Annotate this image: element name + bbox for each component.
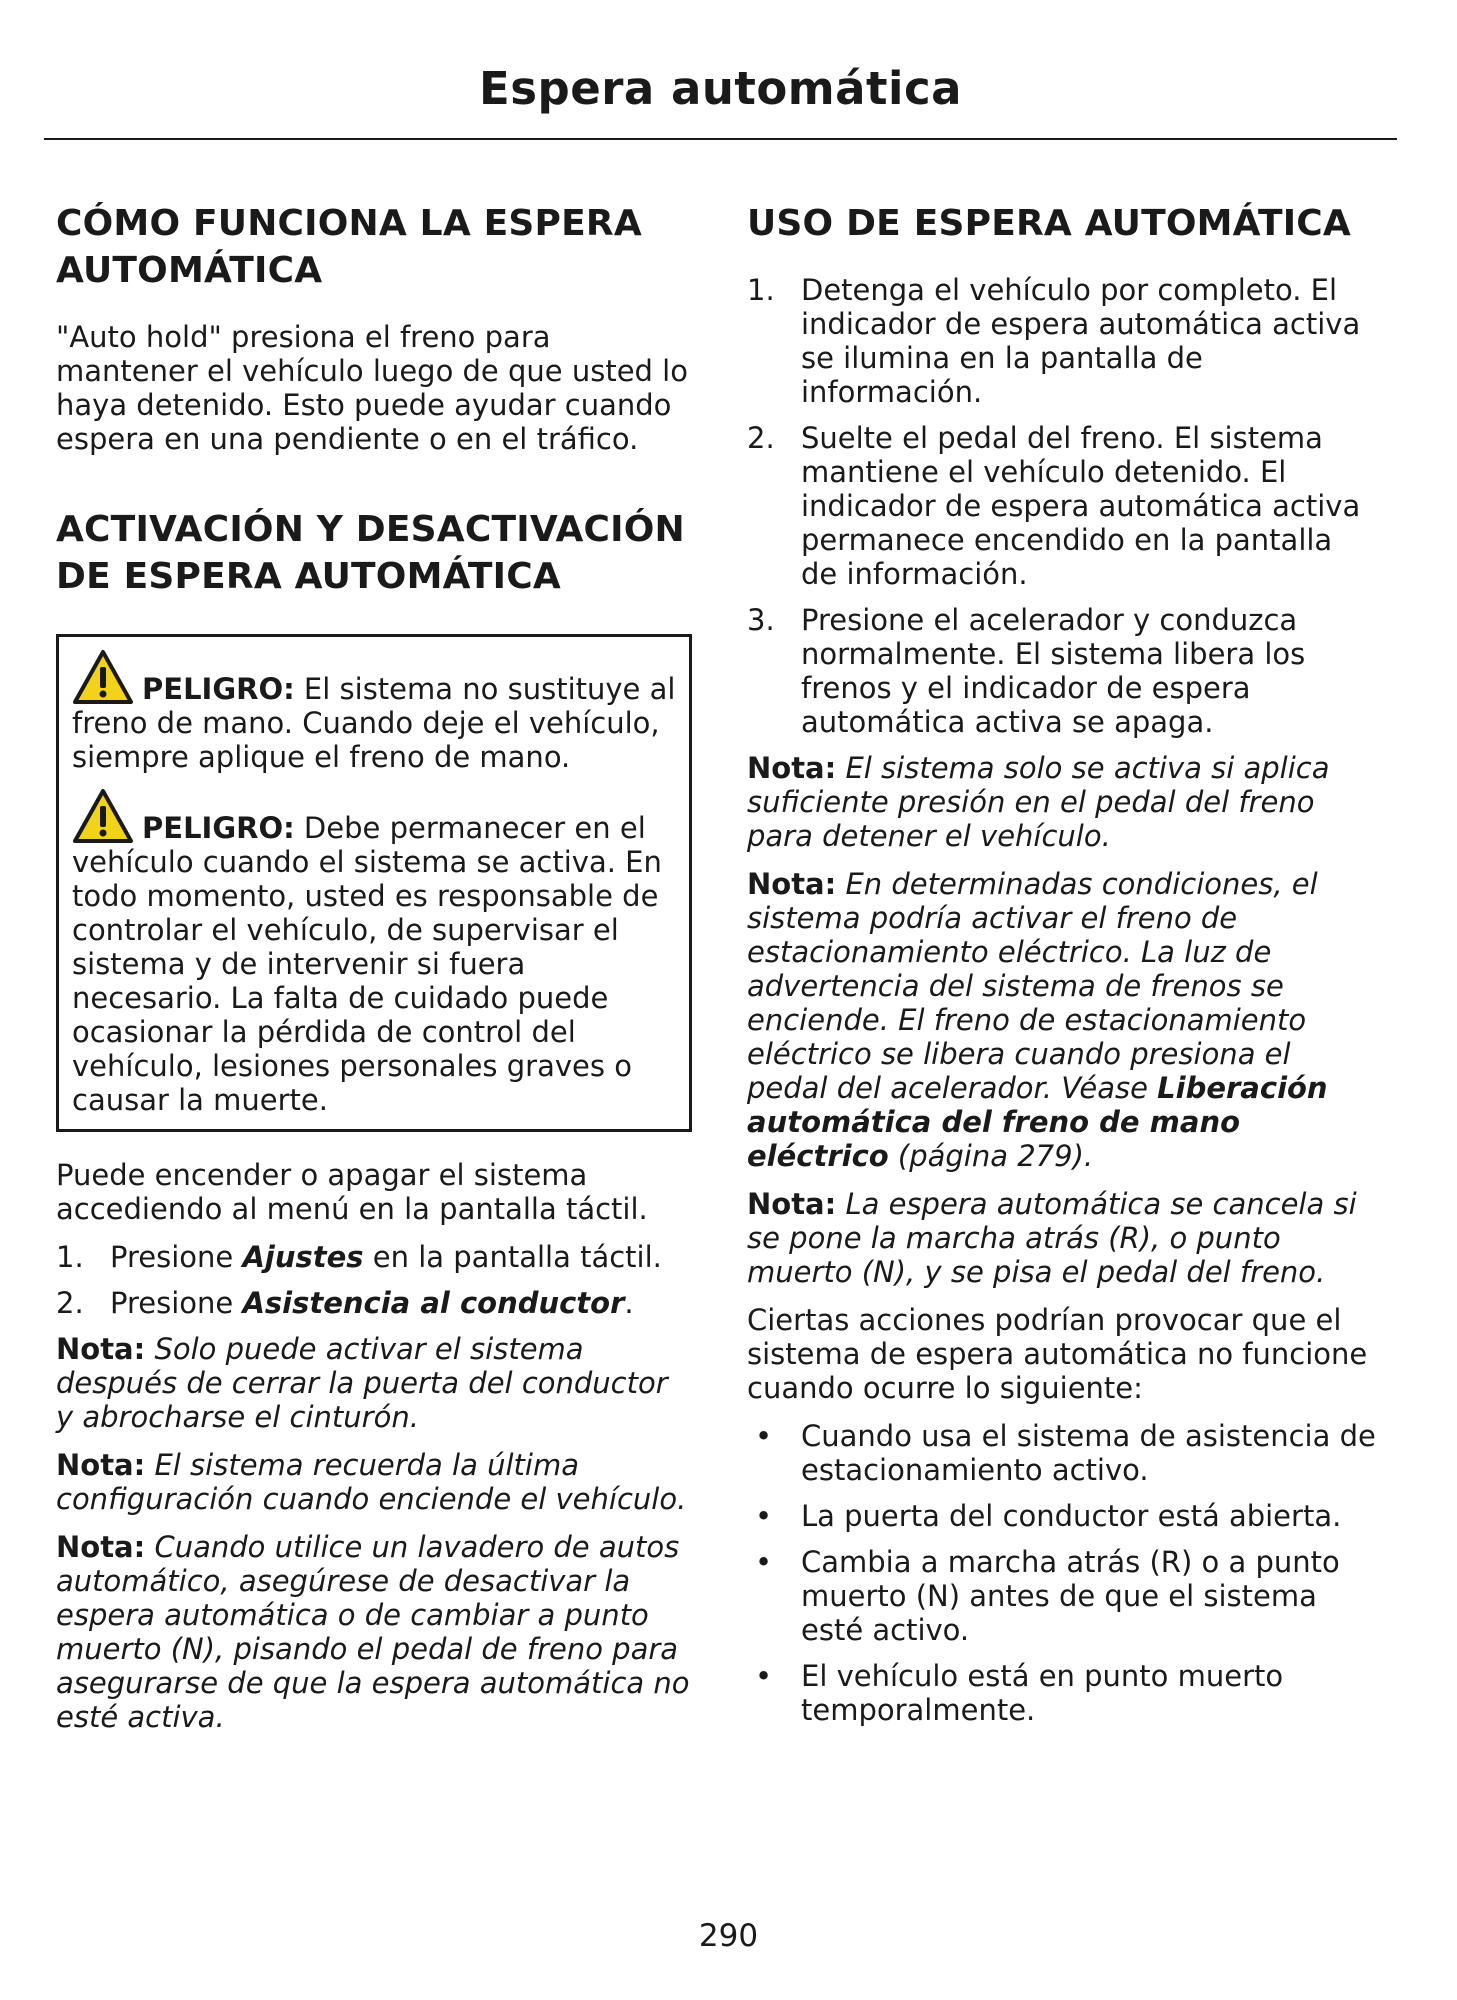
bullet: •	[755, 1499, 773, 1533]
page-title: Espera automática	[478, 62, 963, 115]
list-item	[56, 1240, 692, 1274]
conditions-intro: Ciertas acciones podrían provocar que el sistema de espera automática no funcione cuando ocurre lo siguiente:	[747, 1303, 1368, 1405]
note	[56, 1332, 692, 1434]
note-label: Nota:	[747, 751, 837, 785]
note	[56, 1448, 692, 1516]
list-item	[747, 603, 1377, 739]
note-label: Nota:	[747, 1187, 837, 1221]
note-label: Nota:	[747, 867, 837, 901]
bullet-text: La puerta del conductor está abierta.	[801, 1499, 1342, 1533]
bullet: •	[755, 1659, 773, 1693]
danger-label: PELIGRO:	[142, 811, 295, 845]
bullet-text: Cambia a marcha atrás (R) o a punto muerto (N) antes de que el sistema esté activo.	[801, 1545, 1340, 1647]
step-text: en la pantalla táctil.	[363, 1240, 662, 1274]
step-number: 1.	[747, 273, 775, 307]
note-label: Nota:	[56, 1448, 146, 1482]
list-item	[747, 1499, 1377, 1533]
bullet: •	[755, 1545, 773, 1579]
note-text: El sistema solo se activa si aplica suficiente presión en el pedal del freno para detener el vehículo.	[747, 751, 1330, 853]
step-number: 1.	[56, 1240, 84, 1274]
usage-heading: USO DE ESPERA AUTOMÁTICA	[747, 203, 1351, 244]
cross-reference-link[interactable]: Liberación automática del freno de mano eléctrico	[747, 1071, 1328, 1173]
how-it-works-text: "Auto hold" presiona el freno para mantener el vehículo luego de que usted lo haya detenido. Esto puede ayudar cuando espera en una pendiente o en el tráfico.	[56, 320, 688, 456]
list-item	[747, 421, 1377, 591]
settings-steps	[56, 1240, 692, 1320]
page-number: 290	[698, 1918, 759, 1954]
note	[56, 1530, 692, 1734]
note-text: La espera automática se cancela si se pone la marcha atrás (R), o punto muerto (N), y se pisa el pedal del freno.	[747, 1187, 1357, 1289]
step-number: 2.	[56, 1286, 84, 1320]
step-text: Detenga el vehículo por completo. El indicador de espera automática activa se ilumina en la pantalla de información.	[801, 273, 1361, 409]
note-text: Solo puede activar el sistema después de cerrar la puerta del conductor y abrocharse el cinturón.	[56, 1332, 668, 1434]
note-text: Cuando utilice un lavadero de autos automático, asegúrese de desactivar la espera automática o de cambiar a punto muerto (N), pisando el pedal de freno para asegurarse de que la espera automática no esté activa.	[56, 1530, 690, 1734]
menu-option-ajustes: Ajustes	[242, 1240, 364, 1274]
note-label: Nota:	[56, 1530, 146, 1564]
page-reference: (página 279).	[888, 1139, 1094, 1173]
step-text: Presione el acelerador y conduzca normalmente. El sistema libera los frenos y el indicador de espera automática activa se apaga.	[801, 603, 1306, 739]
how-it-works-heading: CÓMO FUNCIONA LA ESPERA AUTOMÁTICA	[56, 203, 642, 291]
right-column	[747, 200, 1377, 1739]
list-item	[747, 273, 1377, 409]
step-number: 3.	[747, 603, 775, 637]
left-column	[56, 200, 692, 1734]
title-divider	[44, 138, 1397, 140]
bullet-text: El vehículo está en punto muerto temporalmente.	[801, 1659, 1284, 1727]
bullet: •	[755, 1419, 773, 1453]
step-text: .	[624, 1286, 634, 1320]
step-text: Presione	[110, 1286, 243, 1320]
usage-steps	[747, 273, 1377, 739]
note-label: Nota:	[56, 1332, 146, 1366]
note-text: El sistema recuerda la última configuración cuando enciende el vehículo.	[56, 1448, 687, 1516]
danger-text: El sistema no sustituye al freno de mano. Cuando deje el vehículo, siempre aplique el freno de mano.	[72, 672, 676, 774]
warning-triangle-icon	[72, 649, 134, 705]
activation-heading: ACTIVACIÓN Y DESACTIVACIÓN DE ESPERA AUTOMÁTICA	[56, 509, 685, 597]
list-item	[747, 1545, 1377, 1647]
menu-option-asistencia: Asistencia al conductor	[242, 1286, 625, 1320]
list-item	[747, 1419, 1377, 1487]
note-text: En determinadas condiciones, el sistema podría activar el freno de estacionamiento eléctrico. La luz de advertencia del sistema de frenos se enciende. El freno de estacionamiento eléctrico se libera cuando presiona el pedal del acelerador. Véase	[747, 867, 1318, 1105]
note	[747, 867, 1377, 1173]
conditions-list	[747, 1419, 1377, 1727]
danger-box	[56, 634, 692, 1132]
step-text: Suelte el pedal del freno. El sistema mantiene el vehículo detenido. El indicador de espera automática activa permanece encendido en la pantalla de información.	[801, 421, 1361, 591]
danger-item	[72, 788, 677, 1117]
step-text: Presione	[110, 1240, 243, 1274]
note	[747, 1187, 1377, 1289]
danger-label: PELIGRO:	[142, 672, 295, 706]
warning-triangle-icon	[72, 788, 134, 844]
step-number: 2.	[747, 421, 775, 455]
menu-instructions: Puede encender o apagar el sistema accediendo al menú en la pantalla táctil.	[56, 1158, 648, 1226]
danger-item	[72, 649, 677, 774]
bullet-text: Cuando usa el sistema de asistencia de estacionamiento activo.	[801, 1419, 1376, 1487]
list-item	[747, 1659, 1377, 1727]
list-item	[56, 1286, 692, 1320]
danger-text: Debe permanecer en el vehículo cuando el sistema se activa. En todo momento, usted es responsable de controlar el vehículo, de supervisar el sistema y de intervenir si fuera necesario. La falta de cuidado puede ocasionar la pérdida de control del vehículo, lesiones personales graves o causar la muerte.	[72, 811, 662, 1117]
note	[747, 751, 1377, 853]
